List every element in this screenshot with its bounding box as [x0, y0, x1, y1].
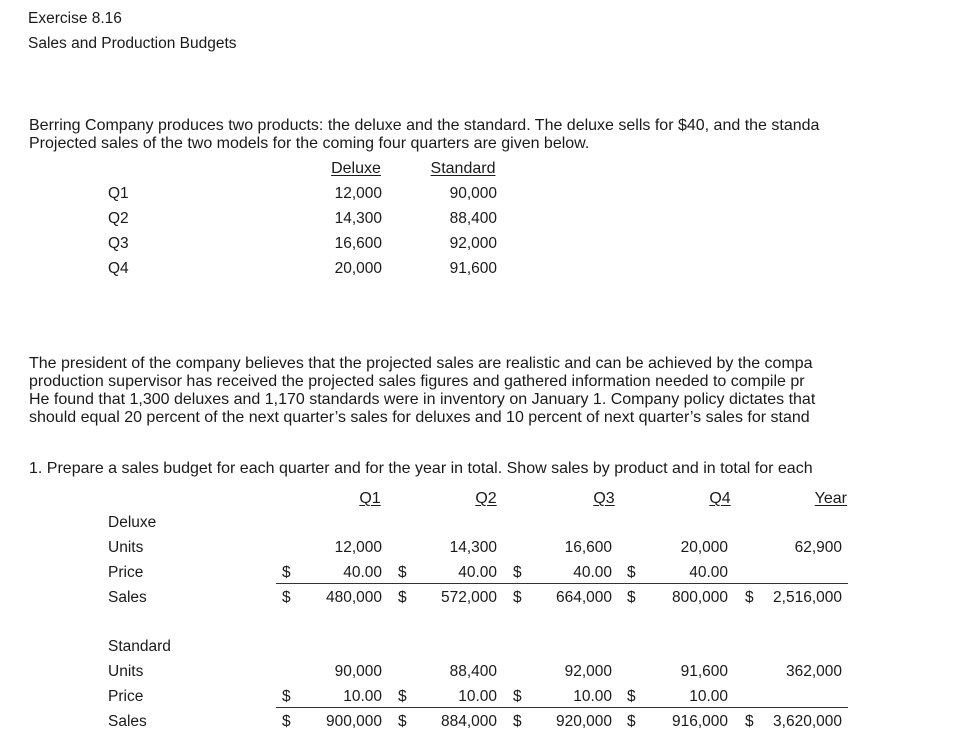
quarter-label: Q2 [108, 210, 129, 227]
standard-units-q4: 91,600 [680, 663, 728, 680]
deluxe-price-q4: 40.00 [689, 564, 728, 581]
deluxe-units-q3: 16,600 [564, 539, 612, 556]
exercise-title: Exercise 8.16 [28, 10, 122, 27]
dollar-sign: $ [513, 713, 522, 730]
deluxe-section-title: Deluxe [108, 514, 157, 531]
standard-sales-label: Sales [108, 713, 147, 730]
dollar-sign: $ [282, 589, 291, 606]
standard-sales-q3: 920,000 [555, 713, 612, 730]
deluxe-units-q2: 14,300 [449, 539, 497, 556]
dollar-sign: $ [398, 589, 407, 606]
standard-sales-q2: 884,000 [440, 713, 497, 730]
deluxe-units-q1: 12,000 [334, 539, 382, 556]
deluxe-sales-q2: 572,000 [440, 589, 497, 606]
deluxe-value: 12,000 [334, 185, 382, 202]
deluxe-units-label: Units [108, 539, 144, 556]
president-line-3: He found that 1,300 deluxes and 1,170 standards were in inventory on January 1. Company policy dictates that [29, 391, 816, 408]
col-header-standard: Standard [430, 160, 496, 177]
dollar-sign: $ [282, 564, 291, 581]
standard-price-q1: 10.00 [343, 688, 382, 705]
dollar-sign: $ [627, 589, 636, 606]
dollar-sign: $ [398, 688, 407, 705]
standard-sales-year: 3,620,000 [773, 713, 842, 730]
quarter-label: Q3 [108, 235, 129, 252]
standard-price-q2: 10.00 [458, 688, 497, 705]
deluxe-price-q1: 40.00 [343, 564, 382, 581]
standard-subtotal-rule [276, 707, 848, 708]
deluxe-units-q4: 20,000 [680, 539, 728, 556]
dollar-sign: $ [282, 713, 291, 730]
deluxe-value: 14,300 [334, 210, 382, 227]
budget-header-q2: Q2 [475, 490, 497, 507]
budget-header-q3: Q3 [593, 490, 615, 507]
standard-units-q1: 90,000 [334, 663, 382, 680]
dollar-sign: $ [398, 564, 407, 581]
page-subtitle: Sales and Production Budgets [28, 35, 237, 52]
president-line-1: The president of the company believes that the projected sales are realistic and can be achieved by the compa [29, 355, 813, 372]
deluxe-sales-year: 2,516,000 [773, 589, 842, 606]
standard-price-label: Price [108, 688, 144, 705]
quarter-label: Q4 [108, 260, 129, 277]
standard-sales-q4: 916,000 [671, 713, 728, 730]
dollar-sign: $ [745, 589, 754, 606]
president-line-2: production supervisor has received the projected sales figures and gathered information needed to compile pr [29, 373, 805, 390]
dollar-sign: $ [513, 564, 522, 581]
dollar-sign: $ [513, 688, 522, 705]
standard-price-q3: 10.00 [573, 688, 612, 705]
deluxe-sales-q1: 480,000 [325, 589, 382, 606]
question-1: 1. Prepare a sales budget for each quarter and for the year in total. Show sales by product and in total for each [29, 460, 813, 477]
standard-value: 92,000 [449, 235, 497, 252]
standard-price-q4: 10.00 [689, 688, 728, 705]
deluxe-value: 20,000 [334, 260, 382, 277]
intro-line-2: Projected sales of the two models for the coming four quarters are given below. [29, 135, 590, 152]
standard-value: 90,000 [449, 185, 497, 202]
deluxe-sales-label: Sales [108, 589, 147, 606]
intro-line-1: Berring Company produces two products: the deluxe and the standard. The deluxe sells for $40, and the standa [29, 117, 820, 134]
budget-header-q4: Q4 [709, 490, 731, 507]
deluxe-price-q2: 40.00 [458, 564, 497, 581]
standard-units-q3: 92,000 [564, 663, 612, 680]
dollar-sign: $ [398, 713, 407, 730]
standard-units-q2: 88,400 [449, 663, 497, 680]
deluxe-value: 16,600 [334, 235, 382, 252]
deluxe-price-label: Price [108, 564, 144, 581]
dollar-sign: $ [282, 688, 291, 705]
deluxe-subtotal-rule [276, 583, 848, 584]
dollar-sign: $ [627, 713, 636, 730]
deluxe-sales-q4: 800,000 [671, 589, 728, 606]
dollar-sign: $ [745, 713, 754, 730]
standard-section-title: Standard [108, 638, 171, 655]
budget-header-year: Year [814, 490, 847, 507]
standard-value: 91,600 [449, 260, 497, 277]
standard-sales-q1: 900,000 [325, 713, 382, 730]
deluxe-sales-q3: 664,000 [555, 589, 612, 606]
dollar-sign: $ [627, 688, 636, 705]
president-line-4: should equal 20 percent of the next quarter’s sales for deluxes and 10 percent of next quarter’s sales for stand [29, 409, 810, 426]
dollar-sign: $ [627, 564, 636, 581]
standard-units-year: 362,000 [785, 663, 842, 680]
deluxe-price-q3: 40.00 [573, 564, 612, 581]
standard-units-label: Units [108, 663, 144, 680]
quarter-label: Q1 [108, 185, 129, 202]
dollar-sign: $ [513, 589, 522, 606]
budget-header-q1: Q1 [359, 490, 381, 507]
deluxe-units-year: 62,900 [794, 539, 842, 556]
standard-value: 88,400 [449, 210, 497, 227]
col-header-deluxe: Deluxe [331, 160, 381, 177]
